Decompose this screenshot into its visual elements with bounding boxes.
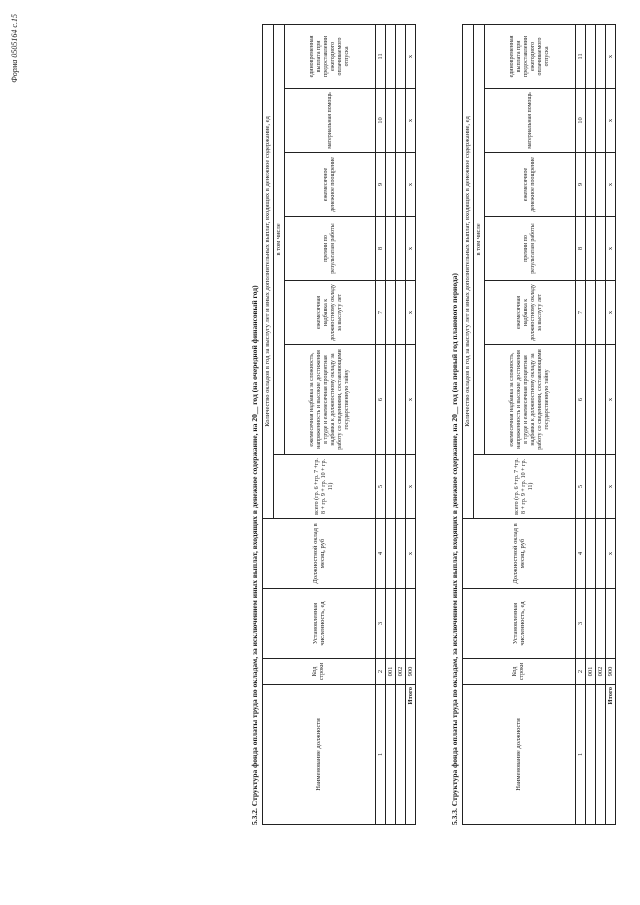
cell-c9[interactable]: [586, 153, 596, 217]
col-number: 7: [376, 281, 386, 345]
cell-staff[interactable]: [586, 589, 596, 659]
col-number: 8: [376, 217, 386, 281]
cell-c10[interactable]: [396, 89, 406, 153]
cell-c6[interactable]: [396, 345, 406, 455]
total-staff[interactable]: [606, 589, 616, 659]
cell-c8[interactable]: [596, 217, 606, 281]
header-c7: ежемесячная надбавка к должностному окладу за выслугу лет: [285, 281, 376, 345]
col-number: 4: [576, 519, 586, 589]
col-number: 5: [376, 455, 386, 519]
total-c9: x: [406, 153, 416, 217]
total-c5: x: [606, 455, 616, 519]
cell-name[interactable]: [386, 685, 396, 825]
cell-c11[interactable]: [386, 24, 396, 88]
total-code: 900: [406, 659, 416, 685]
col-number: 11: [376, 24, 386, 88]
section-title: 5.3.2. Структура фонда оплаты труда по окладам, за исключением иных выплат, входящих в денежное содержание, на 20__ год (на очередной финансовый год): [250, 285, 259, 825]
cell-salary[interactable]: [596, 519, 606, 589]
cell-c11[interactable]: [596, 24, 606, 88]
header-c8: премии по результатам работы: [285, 217, 376, 281]
cell-c7[interactable]: [396, 281, 406, 345]
cell-code: 001: [386, 659, 396, 685]
cell-code: 001: [586, 659, 596, 685]
header-qty-group: Количество окладов в год за выслугу лет и иных дополнительных выплат, входящих в денежное содержание, ед: [263, 24, 274, 518]
table-row: [396, 24, 406, 824]
cell-name[interactable]: [396, 685, 406, 825]
cell-c7[interactable]: [596, 281, 606, 345]
total-c10: x: [406, 89, 416, 153]
header-c6: ежемесячная надбавка за сложность, напряженность и высокие достижения в труде и ежемесячная процентная надбавка к должностному окладу за работу со сведениями, составляющими государственную тайну: [485, 345, 576, 455]
form-code: Форма 0505164 с.15: [10, 14, 19, 83]
total-c8: x: [406, 217, 416, 281]
col-number: 10: [576, 89, 586, 153]
header-staff: Установленная численность, ед: [263, 589, 376, 659]
cell-salary[interactable]: [396, 519, 406, 589]
header-c9: ежемесячное денежное поощрение: [485, 153, 576, 217]
col-number: 1: [376, 685, 386, 825]
col-number: 2: [376, 659, 386, 685]
header-salary: Должностной оклад в месяц, руб: [463, 519, 576, 589]
cell-c11[interactable]: [586, 24, 596, 88]
header-staff: Установленная численность, ед: [463, 589, 576, 659]
total-c7: x: [406, 281, 416, 345]
col-number: 3: [376, 589, 386, 659]
header-c6: ежемесячная надбавка за сложность, напряженность и высокие достижения в труде и ежемесячная процентная надбавка к должностному окладу за работу со сведениями, составляющими государственную тайну: [285, 345, 376, 455]
cell-c8[interactable]: [586, 217, 596, 281]
header-total: всего (гр. 6 +гр. 7 +гр. 8 + гр. 9 + гр. 10 + гр. 11): [274, 455, 376, 519]
total-salary: x: [406, 519, 416, 589]
header-c9: ежемесячное денежное поощрение: [285, 153, 376, 217]
cell-c10[interactable]: [586, 89, 596, 153]
col-number: 8: [576, 217, 586, 281]
col-number: 3: [576, 589, 586, 659]
header-position: Наименование должности: [463, 685, 576, 825]
header-c8: премии по результатам работы: [485, 217, 576, 281]
total-label: Итого: [406, 685, 416, 825]
cell-c11[interactable]: [396, 24, 406, 88]
total-row: [406, 24, 416, 824]
cell-staff[interactable]: [386, 589, 396, 659]
cell-salary[interactable]: [386, 519, 396, 589]
total-row: [606, 24, 616, 824]
total-staff[interactable]: [406, 589, 416, 659]
header-c10: материальная помощь: [485, 89, 576, 153]
cell-c7[interactable]: [386, 281, 396, 345]
col-number: 6: [376, 345, 386, 455]
cell-c8[interactable]: [386, 217, 396, 281]
table-row: [586, 24, 596, 824]
cell-staff[interactable]: [596, 589, 606, 659]
total-c7: x: [606, 281, 616, 345]
header-line-code: Код строки: [463, 659, 576, 685]
total-c8: x: [606, 217, 616, 281]
header-position: Наименование должности: [263, 685, 376, 825]
total-c10: x: [606, 89, 616, 153]
col-number: 4: [376, 519, 386, 589]
cell-c6[interactable]: [386, 345, 396, 455]
cell-c9[interactable]: [596, 153, 606, 217]
col-number: 7: [576, 281, 586, 345]
cell-code: 002: [396, 659, 406, 685]
fund-structure-table: [462, 24, 616, 825]
header-c11: единовременная выплата при предоставлении ежегодного оплачиваемого отпуска: [485, 24, 576, 88]
cell-c5[interactable]: [596, 455, 606, 519]
cell-salary[interactable]: [586, 519, 596, 589]
cell-c5[interactable]: [586, 455, 596, 519]
cell-c10[interactable]: [386, 89, 396, 153]
total-c6: x: [606, 345, 616, 455]
cell-c5[interactable]: [386, 455, 396, 519]
col-number: 9: [376, 153, 386, 217]
total-c6: x: [406, 345, 416, 455]
col-number: 6: [576, 345, 586, 455]
col-number: 11: [576, 24, 586, 88]
header-incl: в том числе: [274, 24, 285, 454]
total-salary: x: [606, 519, 616, 589]
total-c5: x: [406, 455, 416, 519]
total-c11: x: [406, 24, 416, 88]
cell-name[interactable]: [596, 685, 606, 825]
col-number: 5: [576, 455, 586, 519]
cell-c6[interactable]: [586, 345, 596, 455]
section-title: 5.3.3. Структура фонда оплаты труда по окладам, за исключением иных выплат, входящих в денежное содержание, на 20__ год (на первый год планового периода): [450, 273, 459, 825]
cell-name[interactable]: [586, 685, 596, 825]
total-c11: x: [606, 24, 616, 88]
header-c7: ежемесячная надбавка к должностному окладу за выслугу лет: [485, 281, 576, 345]
total-label: Итого: [606, 685, 616, 825]
cell-c7[interactable]: [586, 281, 596, 345]
table-row: [596, 24, 606, 824]
header-total: всего (гр. 6 +гр. 7 +гр. 8 + гр. 9 + гр. 10 + гр. 11): [474, 455, 576, 519]
cell-staff[interactable]: [396, 589, 406, 659]
total-c9: x: [606, 153, 616, 217]
cell-c8[interactable]: [396, 217, 406, 281]
header-salary: Должностной оклад в месяц, руб: [263, 519, 376, 589]
header-c10: материальная помощь: [285, 89, 376, 153]
cell-c10[interactable]: [596, 89, 606, 153]
header-line-code: Код строки: [263, 659, 376, 685]
cell-c6[interactable]: [596, 345, 606, 455]
header-c11: единовременная выплата при предоставлении ежегодного оплачиваемого отпуска: [285, 24, 376, 88]
cell-c5[interactable]: [396, 455, 406, 519]
col-number: 9: [576, 153, 586, 217]
fund-structure-table: [262, 24, 416, 825]
header-qty-group: Количество окладов в год за выслугу лет и иных дополнительных выплат, входящих в денежное содержание, ед: [463, 24, 474, 518]
col-number: 2: [576, 659, 586, 685]
col-number: 1: [576, 685, 586, 825]
cell-c9[interactable]: [386, 153, 396, 217]
total-code: 900: [606, 659, 616, 685]
col-number: 10: [376, 89, 386, 153]
table-row: [386, 24, 396, 824]
header-incl: в том числе: [474, 24, 485, 454]
cell-c9[interactable]: [396, 153, 406, 217]
cell-code: 002: [596, 659, 606, 685]
